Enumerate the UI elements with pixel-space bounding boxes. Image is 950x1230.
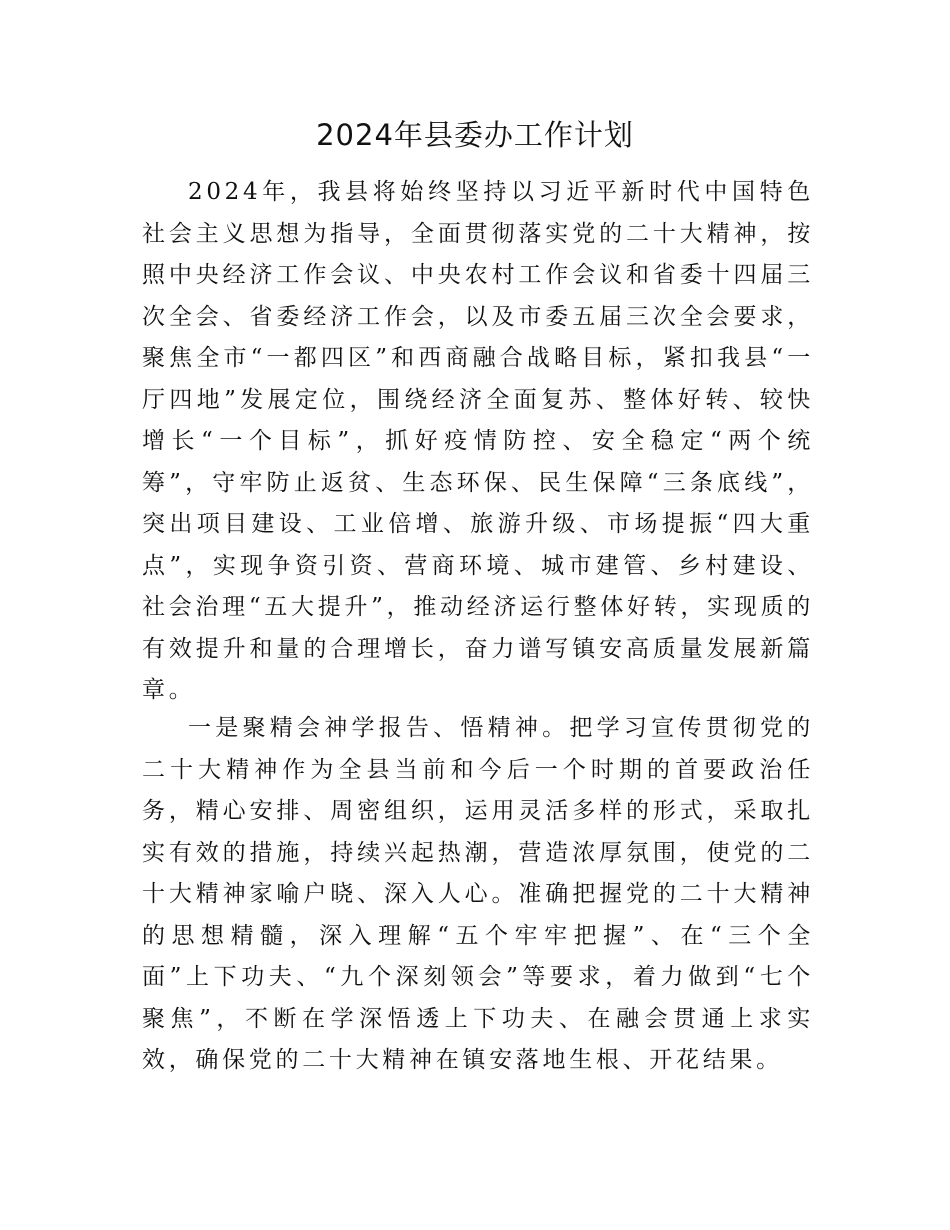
body-paragraph-1: 2024年，我县将始终坚持以习近平新时代中国特色社会主义思想为指导，全面贯彻落实党的二十大精神，按照中央经济工作会议、中央农村工作会议和省委十四届三次全会、省委经济工作会，以及市委五届三次全会要求，聚焦全市“一都四区”和西商融合战略目标，紧扣我县“一厅四地”发展定位，围绕经济全面复苏、整体好转、较快增长“一个目标”，抓好疫情防控、安全稳定“两个统筹”，守牢防止返贫、生态环保、民生保障“三条底线”，突出项目建设、工业倍增、旅游升级、市场提振“四大重点”，实现争资引资、营商环境、城市建管、乡村建设、社会治理“五大提升”，推动经济运行整体好转，实现质的有效提升和量的合理增长，奋力谱写镇安高质量发展新篇章。 <box>142 179 814 703</box>
document-title: 2024年县委办工作计划 <box>316 118 634 152</box>
body-paragraph-2: 一是聚精会神学报告、悟精神。把学习宣传贯彻党的二十大精神作为全县当前和今后一个时期的首要政治任务，精心安排、周密组织，运用灵活多样的形式，采取扎实有效的措施，持续兴起热潮，营造浓厚氛围，使党的二十大精神家喻户晓、深入人心。准确把握党的二十大精神的思想精髓，深入理解“五个牢牢把握”、在“三个全面”上下功夫、“九个深刻领会”等要求，着力做到“七个聚焦”，不断在学深悟透上下功夫、在融会贯通上求实效，确保党的二十大精神在镇安落地生根、开花结果。 <box>142 715 814 1073</box>
